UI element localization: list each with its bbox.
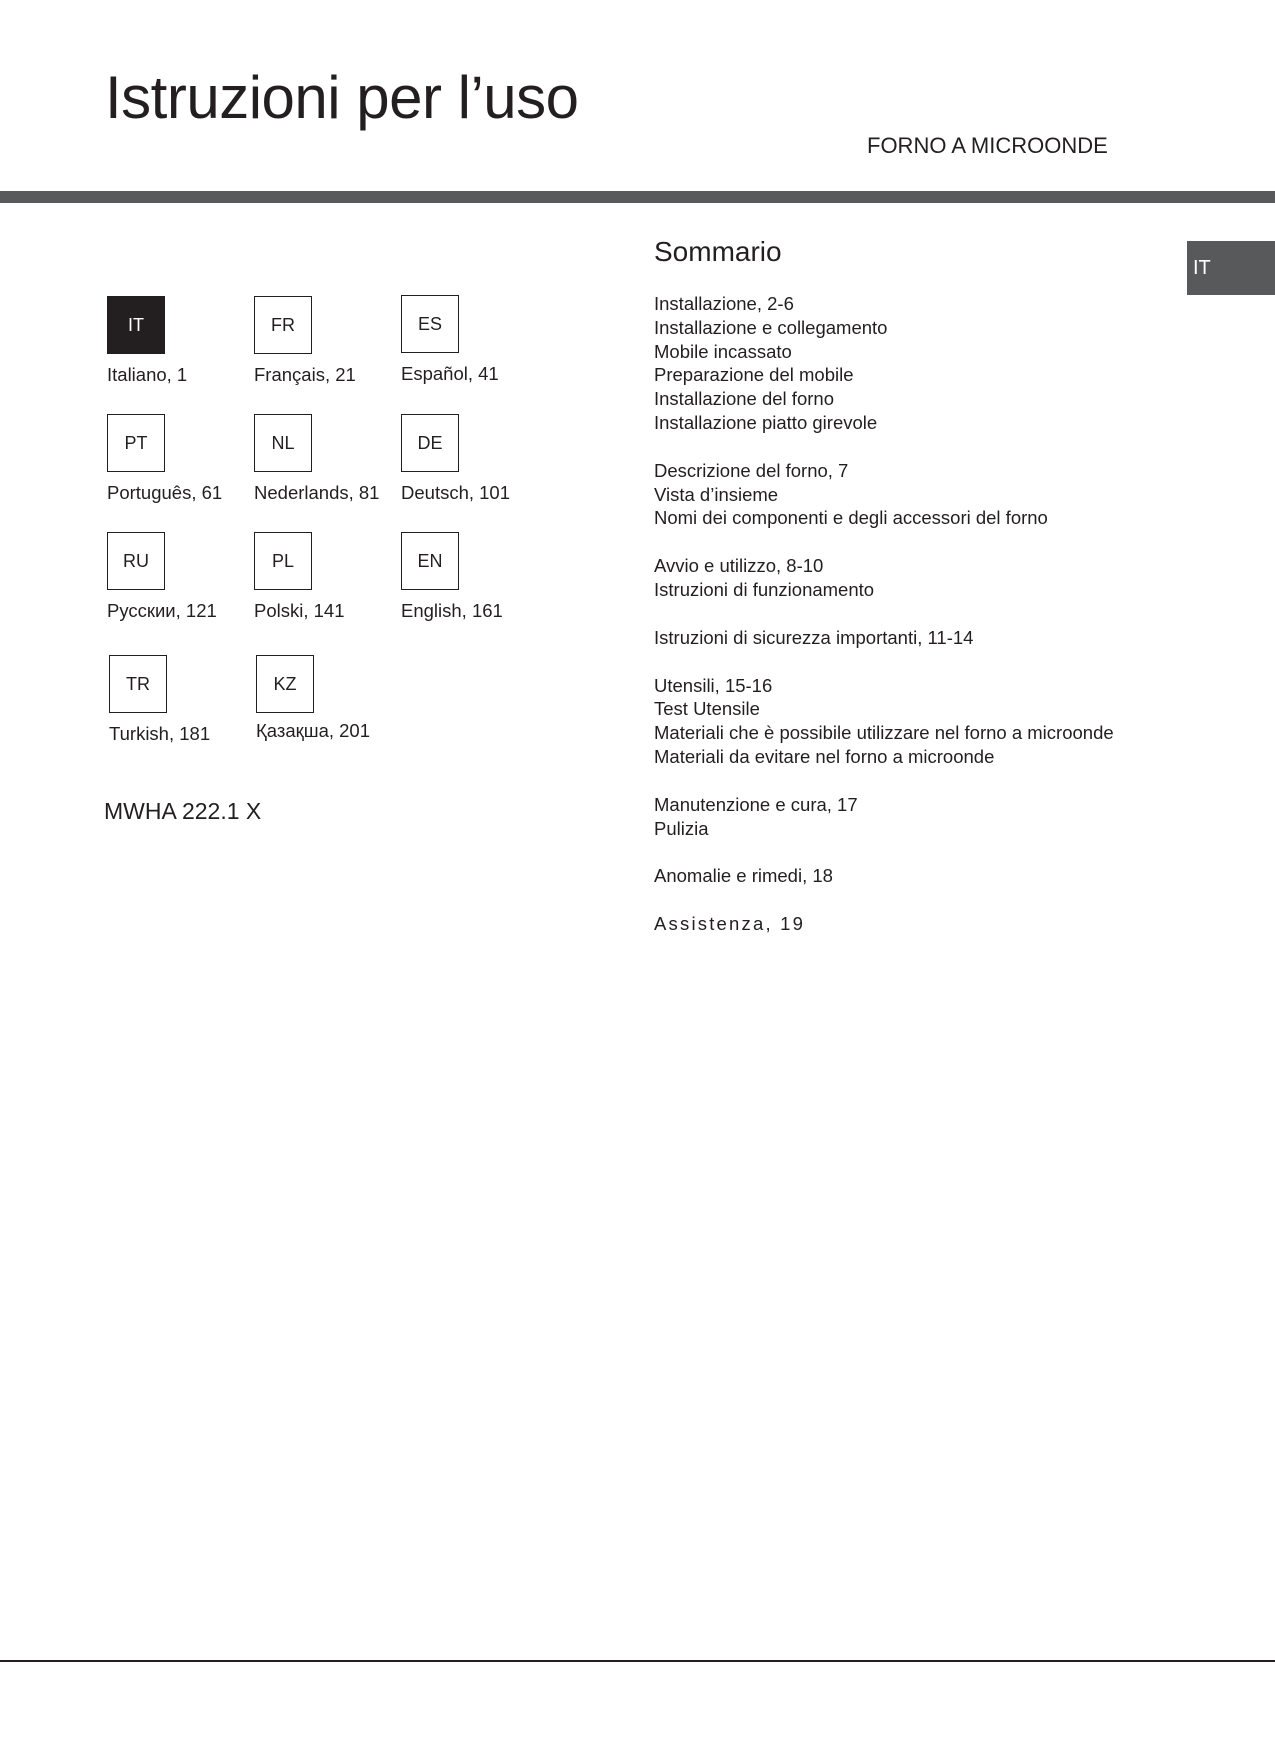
toc-entry[interactable]: Manutenzione e cura, 17 <box>654 793 858 815</box>
header-divider <box>0 191 1275 203</box>
language-code-box: FR <box>254 296 312 354</box>
language-label: Español, 41 <box>401 363 499 384</box>
toc-section-descrizione <box>654 459 1174 530</box>
product-subtitle: FORNO A MICROONDE <box>867 133 1108 158</box>
footer-divider <box>0 1660 1275 1662</box>
language-label: Русскии, 121 <box>107 600 217 621</box>
language-item-it[interactable] <box>107 296 187 387</box>
toc-entry[interactable]: Installazione del forno <box>654 388 834 410</box>
language-code-box: ES <box>401 295 459 353</box>
language-label: Nederlands, 81 <box>254 482 380 503</box>
language-tab: IT <box>1187 241 1275 295</box>
language-item-fr[interactable] <box>254 296 356 387</box>
toc-section-manutenzione <box>654 793 1174 841</box>
toc-entry[interactable]: Avvio e utilizzo, 8-10 <box>654 555 824 577</box>
toc-section-installazione <box>654 292 1174 435</box>
language-item-pl[interactable] <box>254 532 345 623</box>
toc-entry[interactable]: Materiali che è possibile utilizzare nel forno a microonde <box>654 722 1114 744</box>
language-code-box: PL <box>254 532 312 590</box>
toc-entry[interactable]: Vista d’insieme <box>654 483 779 505</box>
toc-entry[interactable]: Istruzioni di funzionamento <box>654 578 875 600</box>
language-item-es[interactable] <box>401 295 499 386</box>
language-code-box: DE <box>401 414 459 472</box>
toc-entry[interactable]: Pulizia <box>654 817 709 839</box>
language-item-en[interactable] <box>401 532 503 623</box>
toc-entry[interactable]: Test Utensile <box>654 698 760 720</box>
toc-section-utensili <box>654 674 1174 769</box>
model-number: MWHA 222.1 X <box>104 798 262 824</box>
language-code-box: PT <box>107 414 165 472</box>
toc-entry[interactable]: Preparazione del mobile <box>654 364 854 386</box>
language-label: Português, 61 <box>107 482 223 503</box>
language-label: Français, 21 <box>254 364 356 385</box>
toc-section-assistenza <box>654 912 1174 936</box>
language-label: Polski, 141 <box>254 600 345 621</box>
toc-entry[interactable]: Installazione, 2-6 <box>654 293 794 314</box>
toc-entry[interactable]: Utensili, 15-16 <box>654 674 773 696</box>
toc-section-anomalie <box>654 864 1174 888</box>
toc-entry[interactable]: Installazione e collegamento <box>654 316 888 338</box>
language-label: Italiano, 1 <box>107 364 188 385</box>
toc-title: Sommario <box>654 236 782 267</box>
toc-section-avvio <box>654 554 1174 602</box>
language-label: Deutsch, 101 <box>401 482 511 503</box>
language-code-box: EN <box>401 532 459 590</box>
language-code-box: KZ <box>256 655 314 713</box>
toc-entry[interactable]: Assistenza, 19 <box>654 913 806 935</box>
language-item-pt[interactable] <box>107 414 222 505</box>
toc-entry[interactable]: Istruzioni di sicurezza importanti, 11-14 <box>654 626 974 648</box>
language-code-box: IT <box>107 296 165 354</box>
language-label: Turkish, 181 <box>109 723 211 744</box>
language-item-kz[interactable] <box>256 655 370 743</box>
language-item-ru[interactable] <box>107 532 217 623</box>
toc-entry[interactable]: Descrizione del forno, 7 <box>654 459 849 481</box>
language-label: Қазақша, 201 <box>256 720 370 741</box>
language-code-box: NL <box>254 414 312 472</box>
toc-entry[interactable]: Materiali da evitare nel forno a microonde <box>654 745 995 767</box>
language-code-box: TR <box>109 655 167 713</box>
page-title: Istruzioni per l’uso <box>105 64 579 131</box>
table-of-contents <box>654 292 1174 960</box>
toc-entry[interactable]: Mobile incassato <box>654 340 792 362</box>
language-code-box: RU <box>107 532 165 590</box>
toc-entry[interactable]: Nomi dei componenti e degli accessori del forno <box>654 507 1048 529</box>
language-item-tr[interactable] <box>109 655 210 746</box>
language-label: English, 161 <box>401 600 503 621</box>
toc-entry[interactable]: Installazione piatto girevole <box>654 411 878 433</box>
toc-entry[interactable]: Anomalie e rimedi, 18 <box>654 865 833 887</box>
toc-section-sicurezza <box>654 626 1174 650</box>
language-item-nl[interactable] <box>254 414 379 505</box>
language-item-de[interactable] <box>401 414 510 505</box>
